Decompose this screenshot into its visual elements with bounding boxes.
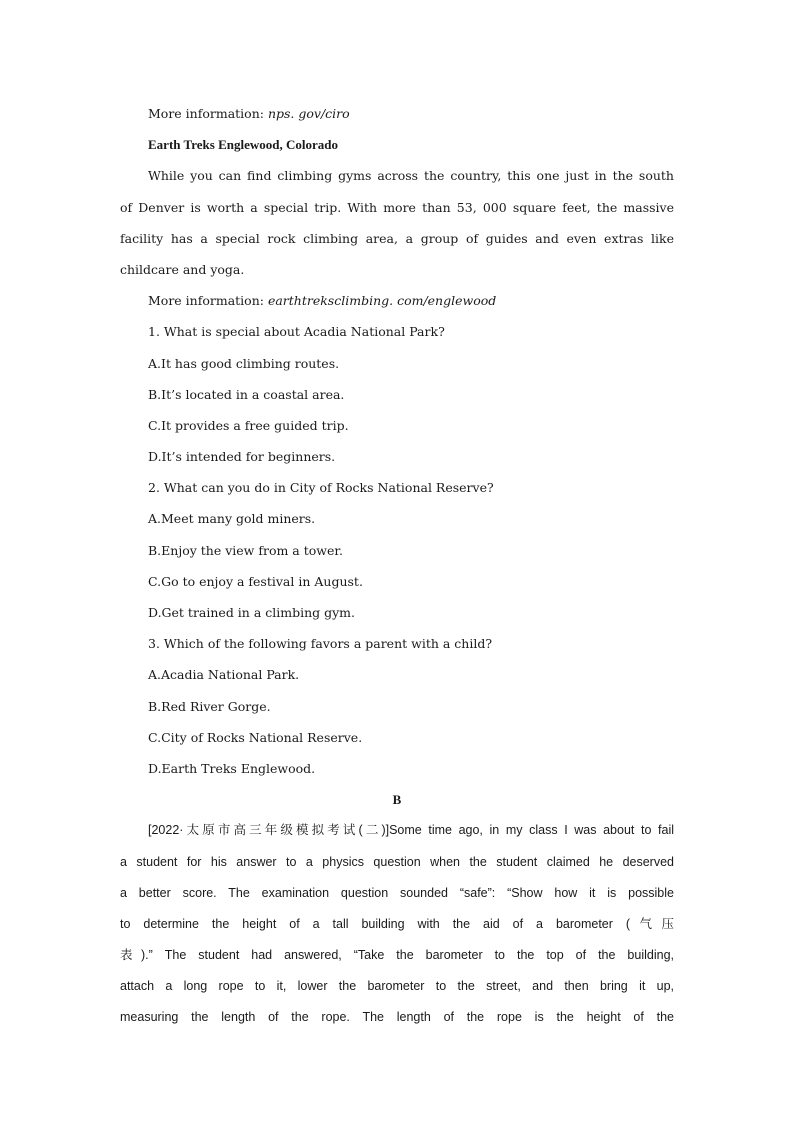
question-stem: 1. What is special about Acadia National Park? xyxy=(148,324,445,340)
more-info-label: More information: xyxy=(148,293,268,309)
answer-option: B.Red River Gorge. xyxy=(148,698,271,714)
passage-line: a student for his answer to a physics question when the student claimed he deserved xyxy=(120,854,674,869)
answer-option: D.Earth Treks Englewood. xyxy=(148,760,316,776)
more-info-link[interactable]: nps. gov/ciro xyxy=(267,106,350,121)
paragraph-line: facility has a special rock climbing area, a group of guides and even extras like xyxy=(120,230,674,246)
answer-option: A.Acadia National Park. xyxy=(148,667,300,683)
answer-option: C.City of Rocks National Reserve. xyxy=(148,729,363,745)
passage-line: a better score. The examination question sounded “safe”: “Show how it is possible xyxy=(120,885,674,900)
answer-option: C.Go to enjoy a festival in August. xyxy=(148,573,363,589)
question-stem: 3. Which of the following favors a parent with a child? xyxy=(148,636,493,652)
answer-option: A.Meet many gold miners. xyxy=(148,511,316,527)
answer-option: B.Enjoy the view from a tower. xyxy=(148,542,343,558)
passage-line: to determine the height of a tall building with the aid of a barometer (气压 xyxy=(120,916,674,931)
answer-option: A.It has good climbing routes. xyxy=(148,355,340,371)
more-info-label: More information: xyxy=(148,106,268,121)
passage-line: [2022·太原市高三年级模拟考试(二)]Some time ago, in my class I was about to fail xyxy=(148,823,674,838)
more-info-line xyxy=(120,98,674,129)
answer-option: C.It provides a free guided trip. xyxy=(148,417,349,433)
paragraph-line: of Denver is worth a special trip. With more than 53, 000 square feet, the massive xyxy=(120,199,674,215)
question-stem: 2. What can you do in City of Rocks National Reserve? xyxy=(148,480,494,496)
passage-line: measuring the length of the rope. The length of the rope is the height of the xyxy=(120,1010,674,1025)
passage-line: attach a long rope to it, lower the barometer to the street, and then bring it up, xyxy=(120,979,674,994)
more-info-link[interactable]: earthtreksclimbing. com/englewood xyxy=(267,293,497,309)
answer-option: D.Get trained in a climbing gym. xyxy=(148,605,356,620)
section-label: B xyxy=(392,792,402,808)
paragraph-line: childcare and yoga. xyxy=(120,261,245,277)
section-heading: Earth Treks Englewood, Colorado xyxy=(148,137,338,153)
more-info-line xyxy=(120,285,674,316)
paragraph-line: While you can find climbing gyms across the country, this one just in the south xyxy=(148,168,674,184)
answer-option: B.It’s located in a coastal area. xyxy=(148,386,345,402)
document-page xyxy=(120,98,674,1034)
passage-line: 表).” The student had answered, “Take the barometer to the top of the building, xyxy=(120,948,674,963)
answer-option: D.It’s intended for beginners. xyxy=(148,449,336,465)
